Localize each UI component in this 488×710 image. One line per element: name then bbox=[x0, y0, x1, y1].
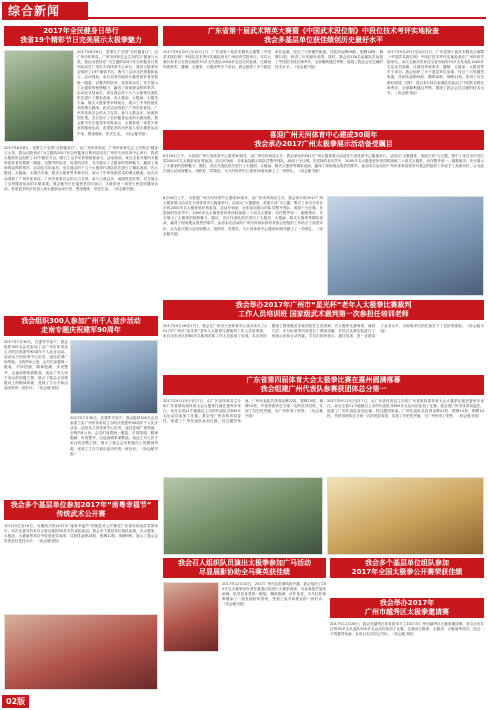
article-body-continued: 2017年8月8日，是第九个全国“全民健身日”。由广州市体育局、广州市体育总会主办的以“健身与大美，我运动我快乐”为主题的2017年全民健身日系列活动在广州市天河体育中心举行，我省太极拳协会组织了19个精彩节目，吸引了众多市民观看和参与。活动现场，来自全省各地的太极拳爱好者身着统一服装，以整齐的队形、优美的动作，充分展示了太极拳的独特魅力，赢得了现场观众阵阵掌声。启动仪式结束后，来自我会的十几个太极拳代表队依次进行了精彩表演，有太极剑、太极扇、太极功夫扇、陈式太极拳等多种项目，展示了中华传统武术的博大精深。此次活动得到了广州市体育局、广州市体育总会的大力支持，参与人数众多，场面热烈壮观，充分展示了全民健身运动的丰硕成果。我会秘书长在接受采访时表示，太极拳是一项老少皆宜的健身运动，希望更多的市民加入到太极拳运动中来，强身健体，快乐生活。（协会秘书组） bbox=[4, 146, 158, 191]
article-body: 10月15日至16日，为期两天的2017年“南粤幸福节”传统武术公开赛在广东省体育局武术馆举行。本次比赛共有来自全省各地的50多支代表队参加，我会多个基层单位组队参赛，在太极拳、太极剑、太极扇等项目中取得优异成绩，共获得金牌18枚、银牌12枚、铜牌9枚，展示了我会会员的良好竞技水平。（协会秘书组） bbox=[4, 524, 158, 544]
article-title: 我会多个基层单位参加2017年“南粤幸福节” 传统武术公开赛 bbox=[4, 500, 158, 520]
section-title: 综合新闻 bbox=[2, 2, 88, 20]
article-referee-training bbox=[163, 300, 484, 372]
photo bbox=[327, 477, 484, 555]
article-wushu-open bbox=[4, 500, 158, 690]
article-huizhou-games bbox=[163, 375, 484, 555]
article-body: 2017年8月8日，是第九个全国“全民健身日”。由广州市体育局、广州市体育总会主办的以“健身与大美，我运动我快乐”为主题的2017年全民健身日系列活动在广州市天河体育中心举行，我省太极拳协会组织了19个精彩节目，吸引了众多市民观看和参与。活动现场，来自全省各地的太极拳爱好者身着统一服装，以整齐的队形、优美的动作，充分展示了太极拳的独特魅力，赢得了现场观众阵阵掌声。启动仪式结束后，来自我会的十几个太极拳代表队依次进行了精彩表演，有太极剑、太极扇、太极功夫扇、陈式太极拳等多种项目，展示了中华传统武术的博大精深。此次活动得到了广州市体育局、广州市体育总会的大力支持，参与人数众多，场面热烈壮观，充分展示了全民健身运动的丰硕成果。我会秘书长在接受采访时表示，太极拳是一项老少皆宜的健身运动，希望更多的市民加入到太极拳运动中来，强身健体，快乐生活。（协会秘书组） bbox=[77, 50, 158, 136]
photo bbox=[4, 50, 74, 142]
photo bbox=[327, 196, 484, 296]
article-body: 8月26日上午，为喜迎广州天河体育中心建成30周年，由广州市体育局主办、我会承办的2017广州太极拳展示活动在天河体育中心隆重举行。活动以“太极健身，美丽天河”为主题，吸引了来自全市各区的2000多名太极拳爱好者参加。活动开始前，全体参加展示的队员整齐列队，场面十分壮观。在悠扬的音乐声中，2000多名太极拳爱好者同时演练二十四式太极拳，动作整齐划一，刚柔相济，充分展示了太极拳的独特魅力。随后，各区代表队依次进行了太极剑、太极扇、陈式太极拳等精彩表演，赢得了现场观众的热烈掌声。参加本次活动的广州市体育局领导对我会的组织工作给予了高度评价，认为此次展示活动规模大、组织好、效果佳，为天河体育中心建成30周年献上了一份厚礼。（协会秘书组） bbox=[163, 154, 484, 174]
article-body: 2017年9月16至17日，我会在广州市天河体育中心成功举办了2017年广州市“星光杯”老年人太极拳比赛裁判工作人员培训班。来自全市各区的60多名裁判员和工作人员参加了培训。本次培训邀请了国家级武术裁判担任主讲老师，对太极拳比赛规则、裁判方法、评分标准等内容进行了系统讲解，并结合比赛实际进行了现场示范和互动答疑。学员们纷纷表示，通过培训，进一步提高了业务水平，为即将举行的比赛打下了良好的基础。（协会秘书组） bbox=[163, 324, 484, 339]
article-title: 我会举办2017年 广州市越秀区太极拳邀请赛 bbox=[330, 598, 484, 618]
article-hiking bbox=[4, 316, 158, 494]
article-marathon bbox=[163, 558, 326, 694]
article-elite-competition bbox=[163, 26, 484, 126]
masthead-rule bbox=[88, 17, 486, 19]
article-body-continued: 8月26日上午，为喜迎广州天河体育中心建成30周年，由广州市体育局主办、我会承办的2017广州太极拳展示活动在天河体育中心隆重举行。活动以“太极健身，美丽天河”为主题，吸引了来自全市各区的2000多名太极拳爱好者参加。活动开始前，全体参加展示的队员整齐列队，场面十分壮观。在悠扬的音乐声中，2000多名太极拳爱好者同时演练二十四式太极拳，动作整齐划一，刚柔相济，充分展示了太极拳的独特魅力。随后，各区代表队依次进行了太极剑、太极扇、陈式太极拳等精彩表演，赢得了现场观众的热烈掌声。参加本次活动的广州市体育局领导对我会的组织工作给予了高度评价，认为此次展示活动规模大、组织好、效果佳，为天河体育中心建成30周年献上了一份厚礼。（协会秘书组） bbox=[163, 196, 323, 236]
article-body: 2017年11月26日，我会在越秀区体育馆举办了2017年广州市越秀区太极拳邀请赛。来自全市各区的30多支代表队500多名运动员参加了比赛。比赛设太极拳、太极剑、太极扇等项目，经过一天的激烈角逐，各项目名次均已决出。（协会秘书组） bbox=[330, 622, 484, 637]
photo bbox=[70, 340, 158, 414]
masthead bbox=[0, 0, 488, 22]
article-fitness-day bbox=[4, 26, 158, 315]
article-body-continued: 2017年9月29日至10月1日，广东省第十届武术精英大赛暨《中国武术段位制》中段位技术考评实地检查在广州体育学院举行。本次大赛共有来自全省各地的70多支代表队1000多名运动员参赛，比赛设传统拳术、器械、太极拳、太极剑等多个项目。我会组织了多个基层单位参赛，经过三天的激烈角逐，共获得金牌26枚、银牌18枚、铜牌11枚，取得了历史最好成绩。同时，我会有134名参赛队员参加了中国武术段位制考评，全部顺利通过考核，展现了我会会员过硬的技术水平。（协会秘书组） bbox=[387, 50, 484, 95]
article-title: 广东省第四届体育大会太极拳比赛在惠州圆满落幕 我会组建广州代表队参赛获团体总分第一 bbox=[163, 375, 484, 395]
photo bbox=[4, 614, 158, 690]
article-body: 2017年12月10日，2017广州马拉松赛鸣枪开跑，我会组织了200多名太极拳爱好者在赛道沿线进行太极拳表演，为参赛选手加油助威。队员们身着统一服装，精神饱满，动作优美，为马拉松赛事增添了一道亮丽的风景线，受到了选手和观众的一致好评。（协会秘书组） bbox=[222, 582, 326, 607]
article-tianhe-showcase bbox=[163, 130, 484, 296]
article-body-continued: 2017年7月30日，在建军节前夕，我会组织300名会员参加了由广州市体育局主办的庆祝建军90周年千人徒步活动。活动从天河体育中心出发，途经花城广场等地，全程约8公里。会员们身着统一服装，手持国旗，精神饱满，步伐整齐，沿途高唱革命歌曲，表达了对人民子弟兵的崇敬之情，展示了我会会员积极向上的精神风貌，受到了主办方和沿途市民的一致好评。（协会秘书组） bbox=[70, 416, 158, 456]
article-title: 我会多个基层单位组队参加 2017年全国太极拳公开赛荣获佳绩 bbox=[330, 558, 484, 578]
article-title: 我会组织300人参加广州千人徒步活动 走南专题庆祝建军90周年 bbox=[4, 316, 158, 336]
article-title: 我会召人组织队员演出太极拳参加广马活动 尽显展影协助全马赛英获佳绩 bbox=[163, 558, 326, 578]
article-title: 广东省第十届武术精英大赛暨《中国武术段位制》中段位技术考评实地检查 我会多基层单位获佳绩创历史最好水平 bbox=[163, 26, 484, 46]
article-body: 2017年7月30日，在建军节前夕，我会组织300名会员参加了由广州市体育局主办的庆祝建军90周年千人徒步活动。活动从天河体育中心出发，途经花城广场等地，全程约8公里。会员们身着统一服装，手持国旗，精神饱满，步伐整齐，沿途高唱革命歌曲，表达了对人民子弟兵的崇敬之情，展示了我会会员积极向上的精神风貌，受到了主办方和沿途市民的一致好评。（协会秘书组） bbox=[4, 340, 68, 390]
article-body: 2017年9月15日至17日，由广东省体育局主办的广东省第四届体育大会太极拳比赛在惠州市举行。来自全省21个地级以上市的代表队共600多名运动员参加了比赛。我会受广州市体育局委托，组建了广州代表队参加比赛。经过激烈角逐，广州代表队共获得金牌22枚、银牌15枚、铜牌10枚，并获得团体总分第一名的优异成绩，实现了历史性突破，为广州争得了荣誉。（协会秘书组） bbox=[163, 399, 323, 424]
article-body: 2017年9月29日至10月1日，广东省第十届武术精英大赛暨《中国武术段位制》中段位技术考评实地检查在广州体育学院举行。本次大赛共有来自全省各地的70多支代表队1000多名运动员参赛，比赛设传统拳术、器械、太极拳、太极剑等多个项目。我会组织了多个基层单位参赛，经过三天的激烈角逐，共获得金牌26枚、银牌18枚、铜牌11枚，取得了历史最好成绩。同时，我会有134名参赛队员参加了中国武术段位制考评，全部顺利通过考核，展现了我会会员过硬的技术水平。（协会秘书组） bbox=[163, 50, 383, 70]
article-title: 我会举办2017年广州市“星光杯”老年人太极拳比赛裁判 工作人员培训班 国家级武术裁判第一次参担任培训老师 bbox=[163, 300, 484, 320]
article-body-continued: 2017年9月15日至17日，由广东省体育局主办的广东省第四届体育大会太极拳比赛在惠州市举行。来自全省21个地级以上市的代表队共600多名运动员参加了比赛。我会受广州市体育局委托，组建了广州代表队参加比赛。经过激烈角逐，广州代表队共获得金牌22枚、银牌15枚、铜牌10枚，并获得团体总分第一名的优异成绩，实现了历史性突破，为广州争得了荣誉。（协会秘书组） bbox=[327, 399, 484, 419]
photo bbox=[163, 477, 323, 555]
article-title: 喜迎广州天河体育中心建成30周年 我会承办2017广州太极拳展示活动备受瞩目 bbox=[163, 130, 484, 150]
footer bbox=[0, 694, 488, 710]
article-yuexiu-invitational bbox=[330, 598, 484, 694]
article-title: 2017年全民健身日举行 我省19个精彩节日完美展示太极拳魅力 bbox=[4, 26, 158, 46]
photo bbox=[163, 582, 219, 652]
article-national-open bbox=[330, 558, 484, 596]
page-number: 02版 bbox=[2, 695, 29, 708]
